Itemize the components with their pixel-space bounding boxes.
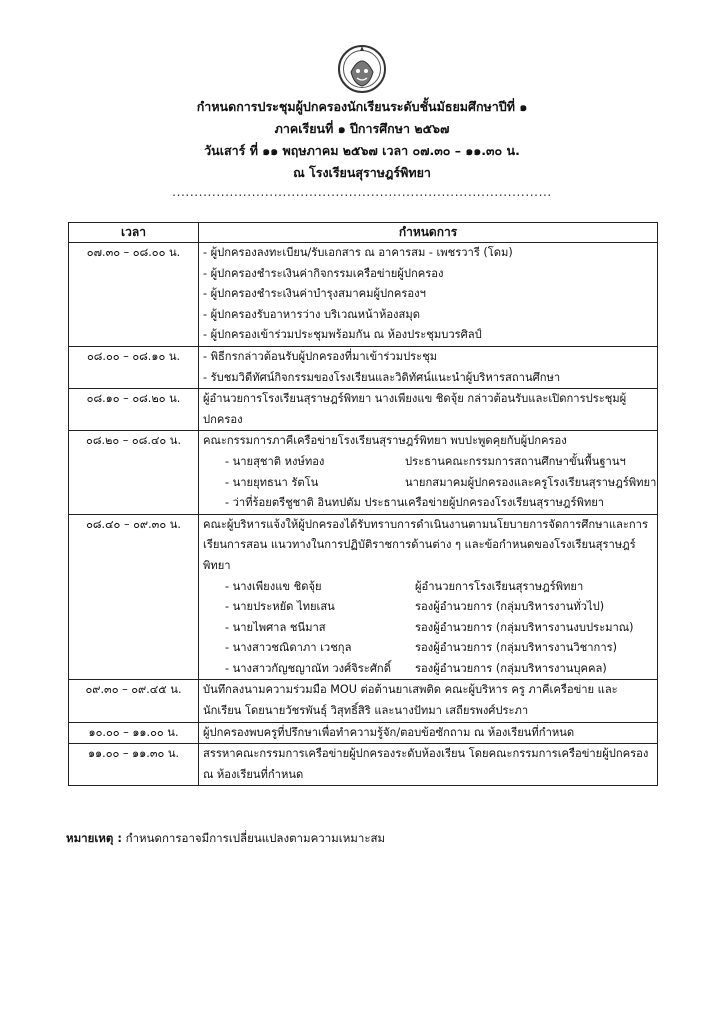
row-time: ๐๘.๒๐ – ๐๘.๔๐ น. [69,431,199,514]
document-header [0,96,724,198]
table-row [69,389,658,431]
column-header-activity: กำหนดการ [199,223,658,243]
activity-line: - ผู้ปกครองรับอาหารว่าง บริเวณหน้าห้องสมุด [203,307,420,321]
row-activity [199,744,658,786]
person-role: รองผู้อำนวยการ (กลุ่มบริหารงานวิชาการ) [415,641,617,655]
person-entry [203,577,653,598]
person-entry [203,597,653,618]
table-row [69,680,658,722]
activity-text: คณะกรรมการภาคีเครือข่ายโรงเรียนสุราษฎร์พิทยา พบปะพูดคุยกับผู้ปกครอง [203,434,567,448]
column-header-time: เวลา [69,223,199,243]
row-time: ๐๙.๓๐ – ๐๙.๔๕ น. [69,680,199,722]
activity-line: - ผู้ปกครองชำระเงินค่ากิจกรรมเครือข่ายผู้ปกครอง [203,266,444,280]
person-role: รองผู้อำนวยการ (กลุ่มบริหารงานงบประมาณ) [415,620,634,634]
row-time: ๐๗.๓๐ – ๐๘.๐๐ น. [69,243,199,347]
activity-line: - ผู้ปกครองชำระเงินค่าบำรุงสมาคมผู้ปกครองฯ [203,287,426,301]
table-row [69,722,658,744]
title-line-4: ณ โรงเรียนสุราษฎร์พิทยา [293,165,431,180]
person-entry [203,659,653,680]
table-header-row [69,223,658,243]
activity-line: - ผู้ปกครองเข้าร่วมประชุมพร้อมกัน ณ ห้องประชุมบวรศิลป์ [203,328,482,342]
person-name: - นางสาวกัญชญาณัท วงศ์จิระศักดิ์ [225,661,391,675]
person-role: รองผู้อำนวยการ (กลุ่มบริหารงานบุคคล) [415,661,607,675]
person-entry: - ว่าที่ร้อยตรีชูชาติ อินทปตัม ประธานเครือข่ายผู้ปกครองโรงเรียนสุราษฎร์พิทยา [225,496,605,510]
row-time: ๑๑.๐๐ – ๑๑.๓๐ น. [69,744,199,786]
row-time: ๐๘.๑๐ – ๐๘.๒๐ น. [69,389,199,431]
person-role: ผู้อำนวยการโรงเรียนสุราษฎร์พิทยา [415,579,584,593]
person-name: - นายไพศาล ชนีมาส [225,620,326,634]
person-entry [203,473,657,494]
table-row [69,346,658,388]
remark-note [66,830,385,848]
person-entry [203,638,653,659]
person-name: - นางเพียงแข ชิดจุ้ย [225,579,322,593]
remark-label: หมายเหตุ : [66,831,122,845]
activity-text: ผู้อำนวยการโรงเรียนสุราษฎร์พิทยา นางเพียงแข ชิดจุ้ย กล่าวต้อนรับและเปิดการประชุมผู้ปกครอง [203,392,627,426]
row-time: ๑๐.๐๐ – ๑๑.๐๐ น. [69,722,199,744]
title-line-3: วันเสาร์ ที่ ๑๑ พฤษภาคม ๒๕๖๗ เวลา ๐๗.๓๐ – ๑๑.๓๐ น. [204,143,520,158]
activity-text: ผู้ปกครองพบครูที่ปรึกษาเพื่อทำความรู้จัก/ตอบข้อซักถาม ณ ห้องเรียนที่กำหนด [203,725,575,739]
row-time: ๐๘.๔๐ – ๐๙.๓๐ น. [69,514,199,680]
person-role: รองผู้อำนวยการ (กลุ่มบริหารงานทั่วไป) [415,600,605,614]
remark-text: กำหนดการอาจมีการเปลี่ยนแปลงตามความเหมาะสม [125,831,386,845]
row-time: ๐๘.๐๐ – ๐๘.๑๐ น. [69,346,199,388]
title-line-2: ภาคเรียนที่ ๑ ปีการศึกษา ๒๕๖๗ [274,121,450,136]
table-row [69,744,658,786]
row-activity [199,514,658,680]
row-activity [199,389,658,431]
school-seal-icon [337,42,387,96]
table-row [69,243,658,347]
person-entry [203,618,653,639]
person-role: ประธานคณะกรรมการสถานศึกษาขั้นพื้นฐานฯ [405,454,626,468]
row-activity [199,346,658,388]
activity-line: - พิธีกรกล่าวต้อนรับผู้ปกครองที่มาเข้าร่วมประชุม [203,349,438,363]
title-line-1: กำหนดการประชุมผู้ปกครองนักเรียนระดับชั้นมัธยมศึกษาปีที่ ๑ [196,99,528,114]
person-name: - นางสาวชณิดาภา เวชกุล [225,641,352,655]
person-role: นายกสมาคมผู้ปกครองและครูโรงเรียนสุราษฎร์พิทยา [405,475,657,489]
dotted-separator: ...................................................................................... [172,185,552,199]
row-activity [199,722,658,744]
activity-text: สรรหาคณะกรรมการเครือข่ายผู้ปกครองระดับห้องเรียน โดยคณะกรรมการเครือข่ายผู้ปกครอง ณ ห้องเรียนที่กำหนด [203,747,649,781]
row-activity [199,243,658,347]
schedule-table [68,222,658,786]
activity-text: บันทึกลงนามความร่วมมือ MOU ต่อต้านยาเสพติด คณะผู้บริหาร ครู ภาคีเครือข่าย และนักเรียน โดยนายวัชรพันธุ์ วิสุทธิ์สิริ และนางปัทมา เสถียรพงศ์ประภา [203,683,618,718]
row-activity [199,431,658,514]
person-name: - นายสุชาติ หงษ์ทอง [225,454,325,468]
activity-line: - ผู้ปกครองลงทะเบียน/รับเอกสาร ณ อาคารสม - เพชรวารี (โดม) [203,246,513,259]
table-row [69,514,658,680]
table-row [69,431,658,514]
person-name: - นายยุทธนา รัตโน [225,475,319,489]
person-name: - นายประหยัด ไทยเสน [225,600,335,614]
person-entry [203,452,653,473]
activity-text: คณะผู้บริหารแจ้งให้ผู้ปกครองได้รับทราบการดำเนินงานตามนโยบายการจัดการศึกษาและการเรียนการสอน แนวทางในการปฏิบัติราชการด้านต่าง ๆ และข้อกำหนดของโรงเรียนสุราษฎร์พิทยา [203,517,648,572]
activity-line: - รับชมวิดีทัศน์กิจกรรมของโรงเรียนและวิดิทัศน์แนะนำผู้บริหารสถานศึกษา [203,370,561,384]
row-activity [199,680,658,722]
